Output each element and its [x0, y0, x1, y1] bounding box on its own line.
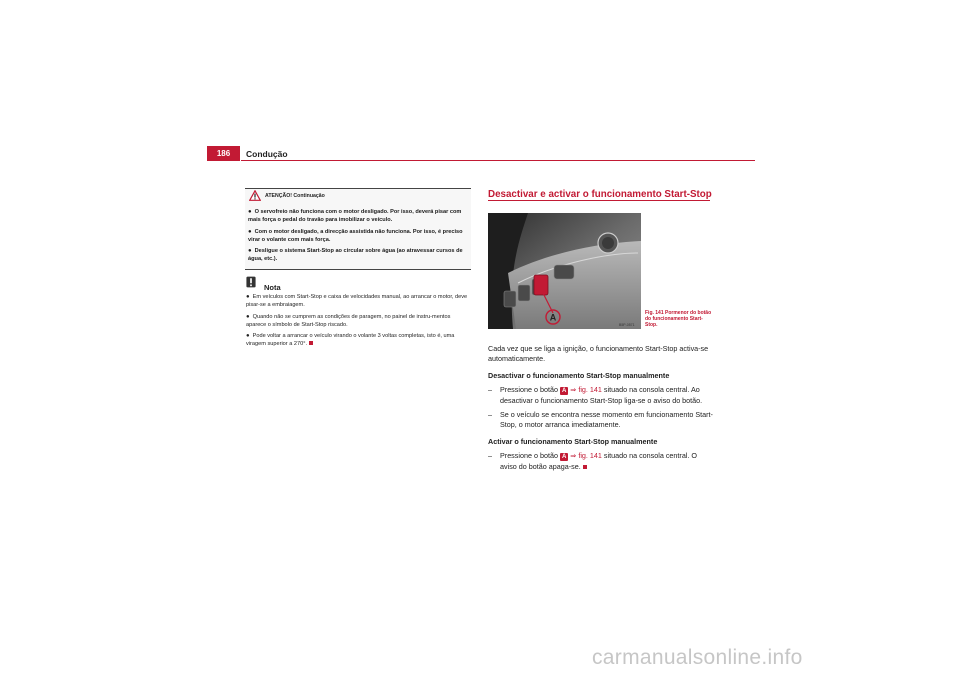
figure-callout-label: A	[549, 312, 557, 323]
step-text: Pressione o botão	[500, 385, 558, 395]
button-badge: A	[561, 388, 567, 395]
bullet-icon: ●	[248, 228, 252, 235]
step-text: situado na consola central. O aviso do botão apaga-se.	[500, 451, 697, 471]
warning-list	[248, 208, 468, 267]
warning-item	[248, 208, 468, 225]
warning-heading-label: ATENÇÃO! Continuação	[265, 193, 325, 199]
bullet-icon: ●	[248, 209, 252, 215]
note-item-text: Em veículos com Start-Stop e caixa de velocidades manual, ao arrancar o motor, deve pisar-se a embraiagem.	[246, 294, 468, 309]
figure-photo	[488, 213, 641, 329]
end-mark-icon	[583, 465, 587, 469]
header-rule	[241, 160, 755, 161]
instruction-step	[488, 385, 714, 406]
warning-triangle-icon	[249, 190, 261, 201]
bullet-icon: ●	[248, 248, 252, 255]
note-item-text: Quando não se cumprem as condições de paragem, no painel de instru-mentos aparece o símbolo de Start-Stop riscado.	[246, 313, 451, 328]
figure-reference-link[interactable]: ⇒ fig. 141	[570, 451, 602, 461]
dash-marker: –	[488, 410, 492, 420]
bullet-icon: ●	[246, 313, 250, 320]
activate-heading: Activar o funcionamento Start-Stop manualmente	[488, 436, 658, 446]
warning-item-text: O servofreio não funciona com o motor desligado. Por isso, deverá pisar com mais força o pedal do travão para imobilizar o veículo.	[248, 209, 462, 224]
instruction-step	[488, 451, 714, 472]
section-rule	[488, 200, 710, 201]
section-title: Desactivar e activar o funcionamento Start-Stop	[488, 189, 712, 200]
note-label: Nota	[264, 283, 281, 292]
dash-marker: –	[488, 385, 492, 395]
section-body	[488, 344, 714, 472]
note-item-text: Pode voltar a arrancar o veículo virando o volante 3 voltas completas, isto é, uma viragem superior a 270°.	[246, 333, 455, 348]
step-text: Se o veículo se encontra nesse momento em funcionamento Start-Stop, o motor arranca imediatamente.	[500, 410, 713, 430]
note-item	[246, 332, 472, 349]
note-item	[246, 313, 472, 330]
dash-marker: –	[488, 451, 492, 461]
end-mark-icon	[309, 341, 313, 345]
deactivate-heading: Desactivar o funcionamento Start-Stop manualmente	[488, 370, 670, 380]
button-badge: A	[561, 454, 567, 461]
figure-code: B5P-0571	[619, 323, 635, 327]
figure-caption: Fig. 141 Pormenor do botão do funcionamento Start-Stop.	[645, 310, 712, 328]
warning-item	[248, 247, 468, 264]
door-control-illustration	[488, 213, 641, 329]
page-number: 186	[207, 146, 240, 161]
warning-item-text: Com o motor desligado, a direcção assistida não funciona. Por isso, é preciso virar o volante com mais força.	[248, 228, 463, 243]
instruction-step	[488, 410, 714, 431]
step-text: situado na consola central. Ao desactivar o funcionamento Start-Stop liga-se o aviso do botão.	[500, 385, 703, 405]
note-icon	[246, 276, 256, 288]
note-list	[246, 293, 472, 352]
bullet-icon: ●	[246, 333, 250, 340]
note-item	[246, 293, 472, 310]
watermark: carmanualsonline.info	[592, 646, 803, 669]
header-title: Condução	[246, 149, 288, 159]
intro-paragraph: Cada vez que se liga a ignição, o funcionamento Start-Stop activa-se automaticamente.	[488, 344, 709, 364]
step-text: Pressione o botão	[500, 451, 558, 461]
warning-item-text: Desligue o sistema Start-Stop ao circular sobre água (ao atravessar cursos de água, etc.).	[248, 248, 463, 263]
bullet-icon: ●	[246, 294, 250, 300]
figure-reference-link[interactable]: ⇒ fig. 141	[570, 385, 602, 395]
warning-item	[248, 228, 468, 245]
